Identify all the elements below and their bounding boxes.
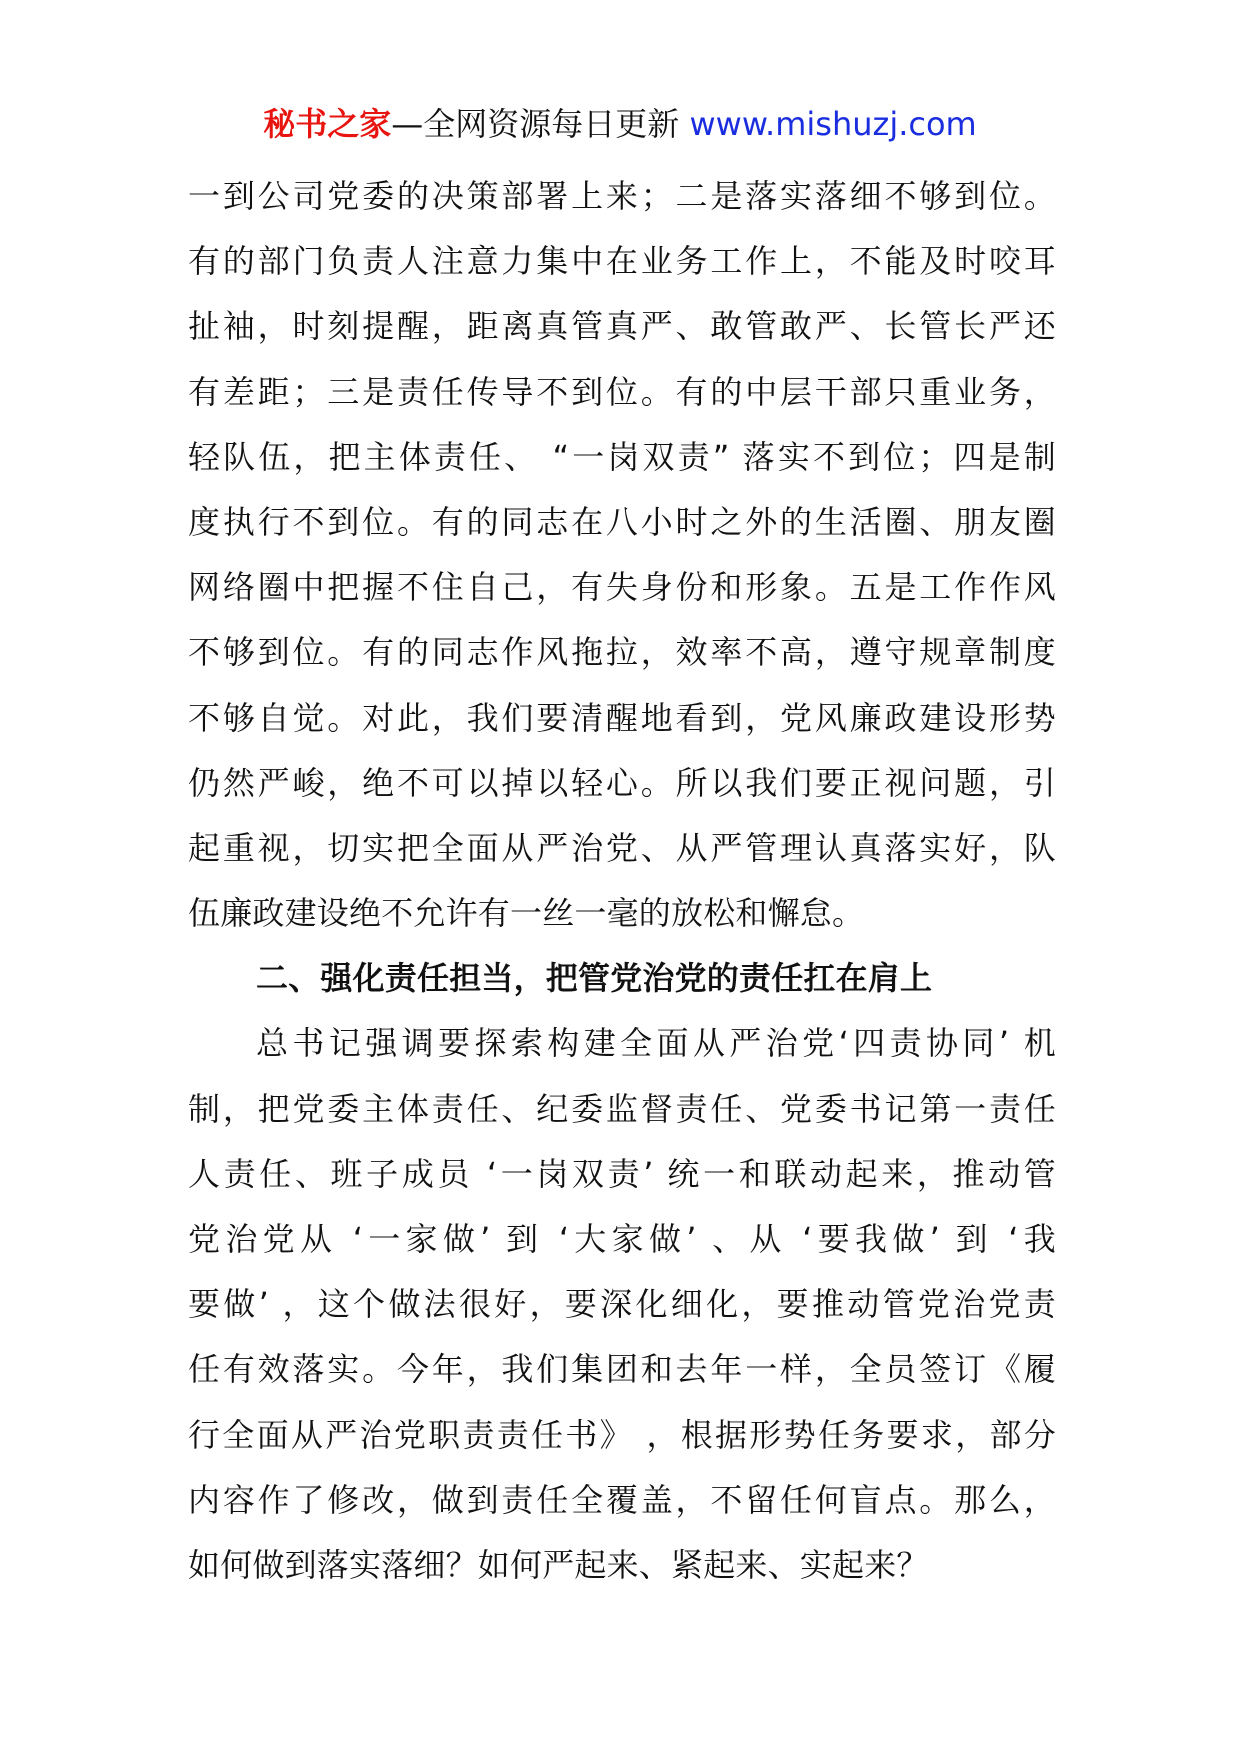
section-heading: 二、强化责任担当，把管党治党的责任扛在肩上 <box>256 959 933 998</box>
text-line: 要做’ ，这个做法很好，要深化细化，要推动管党治党责 <box>188 1285 1056 1324</box>
text-line: 内容作了修改，做到责任全覆盖，不留任何盲点。那么， <box>188 1480 1056 1519</box>
text-line: 起重视，切实把全面从严治党、从严管理认真落实好，队 <box>188 828 1056 867</box>
text-line: 伍廉政建设绝不允许有一丝一毫的放松和懈怠。 <box>188 894 865 933</box>
text-line: 仍然严峻，绝不可以掉以轻心。所以我们要正视问题，引 <box>188 763 1056 802</box>
document-body <box>188 164 1056 1598</box>
site-url: www.mishuzj.com <box>689 105 977 143</box>
text-line: 制，把党委主体责任、纪委监督责任、党委书记第一责任 <box>188 1089 1056 1128</box>
site-tagline: —全网资源每日更新 <box>391 105 680 143</box>
text-line: 网络圈中把握不住自己，有失身份和形象。五是工作作风 <box>188 568 1056 607</box>
text-line: 任有效落实。今年，我们集团和去年一样，全员签订《履 <box>188 1350 1056 1389</box>
text-line: 轻队伍，把主体责任、 “一岗双责” 落实不到位；四是制 <box>188 437 1056 476</box>
text-line: 不够自觉。对此，我们要清醒地看到，党风廉政建设形势 <box>188 698 1056 737</box>
text-line: 有的部门负责人注意力集中在业务工作上，不能及时咬耳 <box>188 242 1056 281</box>
paragraph-first-line: 总书记强调要探索构建全面从严治党‘四责协同’ 机 <box>256 1024 1056 1063</box>
text-line: 如何做到落实落细？如何严起来、紧起来、实起来？ <box>188 1545 929 1584</box>
text-line: 人责任、班子成员 ‘一岗双责’ 统一和联动起来，推动管 <box>188 1154 1056 1193</box>
site-brand-name: 秘书之家 <box>263 105 392 143</box>
text-line: 度执行不到位。有的同志在八小时之外的生活圈、朋友圈 <box>188 502 1056 541</box>
text-line: 行全面从严治党职责责任书》 ，根据形势任务要求，部分 <box>188 1415 1056 1454</box>
site-watermark-header <box>0 100 1240 148</box>
text-line: 一到公司党委的决策部署上来；二是落实落细不够到位。 <box>188 177 1056 215</box>
text-line: 扯袖，时刻提醒，距离真管真严、敢管敢严、长管长严还 <box>188 307 1056 346</box>
text-line: 党治党从 ‘一家做’ 到 ‘大家做’ 、从 ‘要我做’ 到 ‘我 <box>188 1220 1056 1258</box>
text-line: 不够到位。有的同志作风拖拉，效率不高，遵守规章制度 <box>188 633 1056 672</box>
text-line: 有差距；三是责任传导不到位。有的中层干部只重业务， <box>188 372 1056 411</box>
